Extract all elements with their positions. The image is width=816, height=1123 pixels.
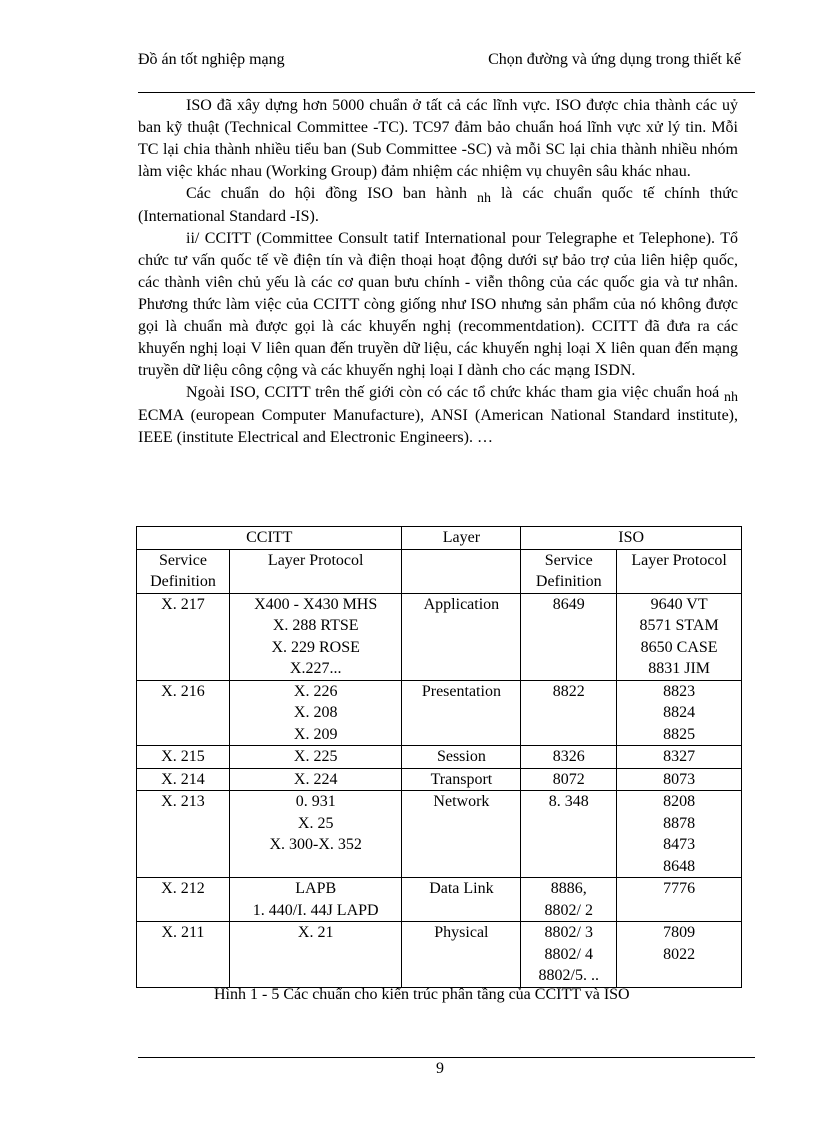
cell-line: 8878: [663, 814, 696, 832]
paragraph-ccitt: ii/ CCITT (Committee Consult tatif International pour Telegraphe et Telephone). Tổ chức tư vấn quốc tế về điện tín và điện thoại hoạt động dưới sự bảo trợ của liên hiệp quốc, các thành viên chủ yếu là các cơ quan bưu chính - viễn thông của các quốc gia và tư nhân. Phương thức làm việc của CCITT còng giống như ISO nhưng sản phẩm của nó không được gọi là chuẩn mà được gọi là các khuyến nghị (recommentdation). CCITT đã đưa ra các khuyến nghị loại V liên quan đến truyền dữ liệu, các khuyến nghị loại X liên quan đến mạng truyền dữ liệu công cộng và các khuyến nghị loại I dành cho các mạng ISDN.: [138, 230, 738, 379]
cell-line: X. 25: [297, 814, 334, 832]
cell-line: X. 226: [293, 682, 338, 700]
iso-layer-protocol-cell: [617, 680, 742, 746]
subscript-text: nh: [724, 390, 739, 405]
ccitt-service-definition-cell: X. 211: [137, 922, 230, 988]
ccitt-layer-protocol-cell: [229, 768, 402, 791]
ccitt-header: CCITT: [137, 527, 402, 550]
iso-layer-protocol-cell: [617, 593, 742, 680]
cell-line: 8831 JIM: [648, 660, 710, 677]
iso-service-definition-cell: [521, 791, 617, 878]
cell-line: 9640 VT: [650, 595, 708, 613]
paragraph-iso-standards: [138, 183, 738, 228]
header-right-title: Chọn đường và ứng dụng trong thiết kế: [488, 51, 741, 68]
iso-layer-protocol-cell: [617, 768, 742, 791]
iso-service-definition-cell: [521, 680, 617, 746]
layer-name-cell: Application: [402, 593, 521, 680]
cell-line: 8802/ 2: [544, 901, 593, 919]
iso-service-definition-header: Service Definition: [521, 549, 617, 593]
cell-line: 1. 440/I. 44J LAPD: [252, 901, 379, 919]
ccitt-layer-protocol-cell: [229, 680, 402, 746]
cell-line: 8825: [663, 725, 696, 743]
layer-header: Layer: [402, 527, 521, 550]
layer-name-cell: Presentation: [402, 680, 521, 746]
iso-service-definition-cell: [521, 746, 617, 769]
ccitt-service-definition-cell: X. 216: [137, 680, 230, 746]
layer-name-cell: Data Link: [402, 878, 521, 922]
cell-line: X. 229 ROSE: [271, 638, 360, 656]
ccitt-service-definition-cell: X. 215: [137, 746, 230, 769]
ccitt-service-definition-cell: X. 217: [137, 593, 230, 680]
ccitt-layer-protocol-cell: [229, 922, 402, 988]
cell-line: 0. 931: [295, 793, 336, 810]
cell-line: 8072: [552, 770, 585, 788]
table-row: [137, 680, 742, 746]
table-row: [137, 791, 742, 878]
cell-line: 8822: [552, 682, 585, 700]
cell-line: 8824: [663, 704, 696, 721]
table-row: [137, 922, 742, 988]
iso-service-definition-cell: [521, 922, 617, 988]
iso-layer-protocol-header: Layer Protocol: [617, 549, 742, 593]
cell-line: X. 300-X. 352: [269, 836, 362, 853]
ccitt-layer-protocol-cell: [229, 593, 402, 680]
ccitt-service-definition-cell: X. 213: [137, 791, 230, 878]
cell-line: 8823: [663, 682, 696, 700]
paragraph-text: là các chuẩn quốc tế chính thức (International Standard -IS).: [138, 185, 739, 225]
paragraph-other-orgs: [138, 382, 738, 449]
cell-line: X. 225: [293, 748, 338, 765]
cell-line: 8802/5. ..: [538, 967, 599, 984]
table-row: [137, 878, 742, 922]
iso-layer-protocol-cell: [617, 791, 742, 878]
layer-sub-header: [402, 549, 521, 593]
paragraph-iso: ISO đã xây dựng hơn 5000 chuẩn ở tất cả các lĩnh vực. ISO được chia thành các uỷ ban kỹ thuật (Technical Committee -TC). TC97 đảm bảo chuẩn hoá lĩnh vực xử lý tin. Mỗi TC lại chia thành nhiều tiểu ban (Sub Committee -SC) và mỗi SC lại chia thành nhiều nhóm làm việc khác nhau (Working Group) đảm nhiệm các nhiệm vụ chuyên sâu khác nhau.: [138, 97, 738, 180]
cell-line: 8802/ 4: [544, 945, 593, 963]
table-group-header-row: [137, 527, 742, 550]
cell-line: X. 224: [293, 770, 338, 788]
page-header: [138, 50, 755, 93]
cell-line: X.227...: [289, 660, 342, 677]
figure-caption: Hình 1 - 5 Các chuẩn cho kiến trúc phân tầng của CCITT và ISO: [214, 986, 630, 1003]
cell-line: 8208: [663, 793, 696, 810]
ccitt-layer-protocol-cell: [229, 791, 402, 878]
cell-line: 8327: [663, 748, 696, 765]
iso-service-definition-cell: [521, 768, 617, 791]
ccitt-layer-protocol-header: Layer Protocol: [229, 549, 402, 593]
standards-table: [136, 526, 742, 988]
cell-line: X. 209: [293, 725, 338, 743]
layer-name-cell: Network: [402, 791, 521, 878]
ccitt-service-definition-cell: X. 214: [137, 768, 230, 791]
cell-line: 8650 CASE: [640, 638, 718, 656]
footer-rule: [138, 1057, 755, 1058]
cell-line: 8802/ 3: [544, 924, 593, 941]
cell-line: X. 21: [297, 924, 334, 941]
iso-layer-protocol-cell: [617, 878, 742, 922]
cell-line: 8473: [663, 836, 696, 853]
cell-line: 7776: [663, 880, 696, 897]
paragraph-text: Các chuẩn do hội đồng ISO ban hành: [186, 185, 468, 202]
subscript-text: nh: [477, 191, 491, 206]
cell-line: LAPB: [295, 880, 337, 897]
body-text: [138, 95, 738, 449]
cell-line: 8073: [663, 770, 696, 788]
cell-line: 7809: [663, 924, 696, 941]
cell-line: 8571 STAM: [639, 617, 719, 634]
table-row: [137, 593, 742, 680]
cell-line: X. 288 RTSE: [272, 617, 359, 634]
cell-line: X400 - X430 MHS: [254, 595, 378, 613]
table-sub-header-row: [137, 549, 742, 593]
iso-layer-protocol-cell: [617, 746, 742, 769]
layer-name-cell: Transport: [402, 768, 521, 791]
table-row: [137, 746, 742, 769]
page-number: 9: [436, 1060, 444, 1077]
cell-line: 8886,: [550, 880, 587, 897]
layer-name-cell: Session: [402, 746, 521, 769]
iso-layer-protocol-cell: [617, 922, 742, 988]
table-row: [137, 768, 742, 791]
cell-line: 8649: [552, 595, 585, 613]
paragraph-text: Ngoài ISO, CCITT trên thế giới còn có các tổ chức khác tham gia việc chuẩn hoá: [186, 384, 720, 401]
cell-line: 8. 348: [548, 793, 589, 810]
iso-header: ISO: [521, 527, 742, 550]
ccitt-service-definition-header: Service Definition: [137, 549, 230, 593]
cell-line: 8648: [663, 857, 696, 875]
iso-service-definition-cell: [521, 878, 617, 922]
layer-name-cell: Physical: [402, 922, 521, 988]
iso-service-definition-cell: [521, 593, 617, 680]
cell-line: 8022: [663, 945, 696, 963]
header-left-title: Đồ án tốt nghiệp mạng: [138, 51, 285, 68]
ccitt-service-definition-cell: X. 212: [137, 878, 230, 922]
cell-line: 8326: [552, 748, 585, 765]
paragraph-text: ECMA (european Computer Manufacture), ANSI (American National Standard institute), IEEE (institute Electrical and Electronic Engineers). …: [138, 407, 738, 446]
ccitt-layer-protocol-cell: [229, 746, 402, 769]
cell-line: X. 208: [293, 704, 338, 721]
ccitt-layer-protocol-cell: [229, 878, 402, 922]
